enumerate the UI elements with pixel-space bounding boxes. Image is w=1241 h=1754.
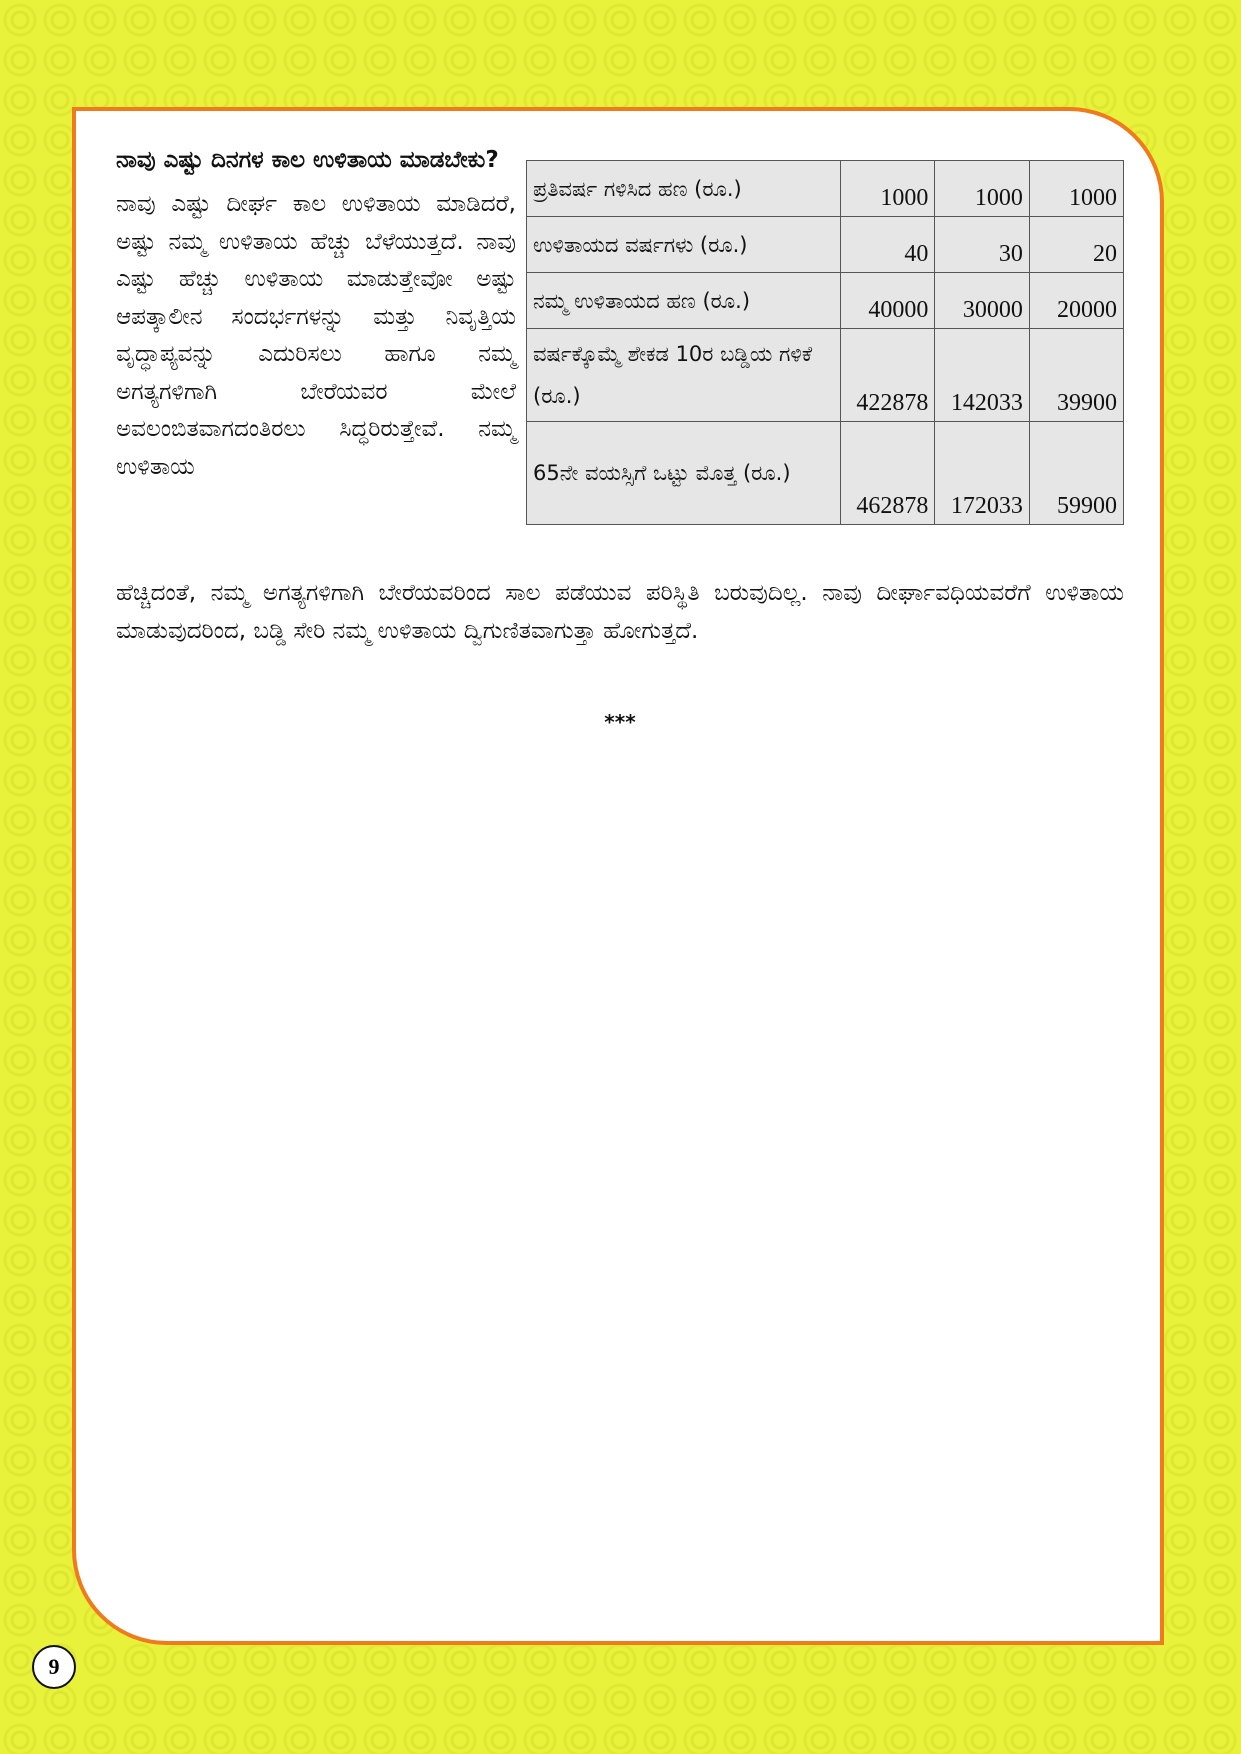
table-row <box>527 217 1124 273</box>
section-heading: ನಾವು ಎಷ್ಟು ದಿನಗಳ ಕಾಲ ಉಳಿತಾಯ ಮಾಡಬೇಕು? <box>116 147 499 173</box>
table-row <box>527 329 1124 422</box>
cell-value: 39900 <box>1029 329 1123 422</box>
cell-value: 462878 <box>840 422 935 525</box>
intro-paragraph: ನಾವು ಎಷ್ಟು ದೀರ್ಘ ಕಾಲ ಉಳಿತಾಯ ಮಾಡಿದರೆ, ಅಷ್ಟು ನಮ್ಮ ಉಳಿತಾಯ ಹೆಚ್ಚು ಬೆಳೆಯುತ್ತದೆ. ನಾವು ಎಷ್ಟು ಹೆಚ್ಚು ಉಳಿತಾಯ ಮಾಡುತ್ತೇವೋ ಅಷ್ಟು ಆಪತ್ಕಾಲೀನ ಸಂದರ್ಭಗಳನ್ನು ಮತ್ತು ನಿವೃತ್ತಿಯ ವೃದ್ಧಾಪ್ಯವನ್ನು ಎದುರಿಸಲು ಹಾಗೂ ನಮ್ಮ ಅಗತ್ಯಗಳಿಗಾಗಿ ಬೇರೆಯವರ ಮೇಲೆ ಅವಲಂಬಿತವಾಗದಂತಿರಲು ಸಿದ್ಧರಿರುತ್ತೇವೆ. ನಮ್ಮ ಉಳಿತಾಯ <box>116 191 516 480</box>
cell-value: 40000 <box>840 273 935 329</box>
table-row <box>527 422 1124 525</box>
cell-value: 172033 <box>935 422 1030 525</box>
row-label: ಉಳಿತಾಯದ ವರ್ಷಗಳು (ರೂ.) <box>527 217 841 273</box>
cell-value: 1000 <box>935 161 1030 217</box>
cell-value: 1000 <box>1029 161 1123 217</box>
row-label: ನಮ್ಮ ಉಳಿತಾಯದ ಹಣ (ರೂ.) <box>527 273 841 329</box>
cell-value: 422878 <box>840 329 935 422</box>
table-row <box>527 273 1124 329</box>
row-label: ಪ್ರತಿವರ್ಷ ಗಳಿಸಿದ ಹಣ (ರೂ.) <box>527 161 841 217</box>
row-label: 65ನೇ ವಯಸ್ಸಿಗೆ ಒಟ್ಟು ಮೊತ್ತ (ರೂ.) <box>527 422 841 525</box>
cell-value: 1000 <box>840 161 935 217</box>
section-separator: *** <box>604 710 636 734</box>
cell-value: 59900 <box>1029 422 1123 525</box>
row-label: ವರ್ಷಕ್ಕೊಮ್ಮೆ ಶೇಕಡ 10ರ ಬಡ್ಡಿಯ ಗಳಿಕೆ (ರೂ.) <box>527 329 841 422</box>
cell-value: 40 <box>840 217 935 273</box>
cell-value: 20000 <box>1029 273 1123 329</box>
table-row <box>527 161 1124 217</box>
cell-value: 20 <box>1029 217 1123 273</box>
cell-value: 30 <box>935 217 1030 273</box>
cell-value: 142033 <box>935 329 1030 422</box>
continuation-paragraph: ಹೆಚ್ಚಿದಂತೆ, ನಮ್ಮ ಅಗತ್ಯಗಳಿಗಾಗಿ ಬೇರೆಯವರಿಂದ ಸಾಲ ಪಡೆಯುವ ಪರಿಸ್ಥಿತಿ ಬರುವುದಿಲ್ಲ. ನಾವು ದೀರ್ಘಾವಧಿಯವರೆಗೆ ಉಳಿತಾಯ ಮಾಡುವುದರಿಂದ, ಬಡ್ಡಿ ಸೇರಿ ನಮ್ಮ ಉಳಿತಾಯ ದ್ವಿಗುಣಿತವಾಗುತ್ತಾ ಹೋಗುತ್ತದೆ. <box>116 580 1124 644</box>
page-number-badge: 9 <box>32 1645 76 1689</box>
cell-value: 30000 <box>935 273 1030 329</box>
left-column <box>116 142 516 486</box>
savings-table <box>526 160 1124 525</box>
